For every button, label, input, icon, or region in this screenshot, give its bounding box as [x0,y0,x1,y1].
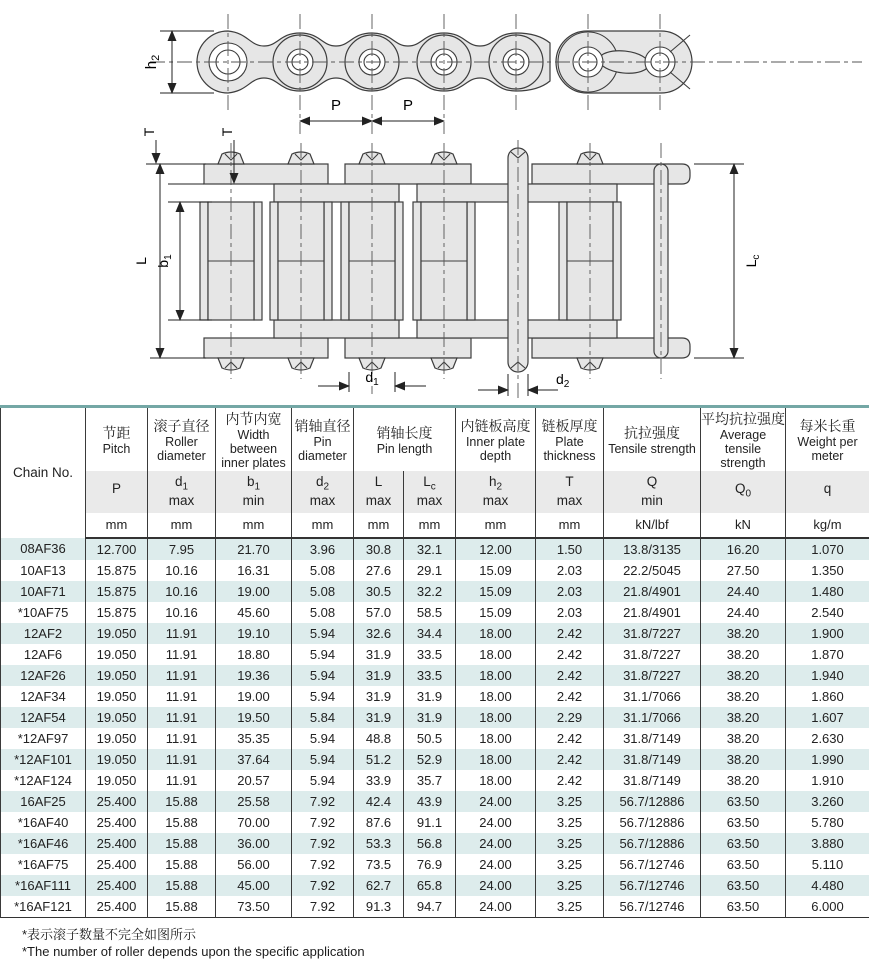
value-cell: 19.050 [86,728,148,749]
col-symbol: P [86,471,148,513]
value-cell: 18.00 [456,770,536,791]
value-cell: 1.940 [786,665,869,686]
chain-no-cell: 12AF54 [1,707,86,728]
value-cell: 3.25 [536,875,604,896]
value-cell: 38.20 [701,707,786,728]
col-symbol: $d_2$ max [292,471,354,513]
value-cell: 21.8/4901 [604,602,701,623]
value-cell: 21.8/4901 [604,581,701,602]
value-cell: 18.00 [456,623,536,644]
value-cell: 19.050 [86,665,148,686]
value-cell: 70.00 [216,812,292,833]
dim-label-pitch-left: P [331,97,341,114]
col-header: 销轴长度 Pin length [354,407,456,471]
value-cell: 38.20 [701,770,786,791]
chain-no-cell: 10AF71 [1,581,86,602]
value-cell: 1.870 [786,644,869,665]
table-row [1,707,869,728]
chain-no-cell: *16AF111 [1,875,86,896]
value-cell: 35.35 [216,728,292,749]
value-cell: 31.8/7149 [604,770,701,791]
value-cell: 31.9 [354,665,404,686]
col-symbol: $Q_0$ [701,471,786,513]
table-head [1,407,869,538]
col-symbol: Q min [604,471,701,513]
table-row [1,665,869,686]
value-cell: 13.8/3135 [604,538,701,560]
value-cell: 1.070 [786,538,869,560]
col-header: 滚子直径 Roller diameter [148,407,216,471]
dim-label-T-outer: T [141,127,157,136]
value-cell: 16.20 [701,538,786,560]
value-cell: 5.94 [292,686,354,707]
value-cell: 31.8/7227 [604,644,701,665]
value-cell: 7.92 [292,854,354,875]
value-cell: 11.91 [148,623,216,644]
col-unit: mm [536,513,604,538]
table-row [1,791,869,812]
value-cell: 11.91 [148,749,216,770]
value-cell: 24.00 [456,854,536,875]
chain-no-cell: *16AF121 [1,896,86,918]
value-cell: 2.42 [536,665,604,686]
chain-no-header: Chain No. [1,407,86,538]
value-cell: 18.00 [456,749,536,770]
value-cell: 4.480 [786,875,869,896]
value-cell: 48.8 [354,728,404,749]
chain-side-view-diagram [143,14,862,134]
value-cell: 30.8 [354,538,404,560]
chain-no-cell: 12AF34 [1,686,86,707]
value-cell: 31.9 [404,707,456,728]
value-cell: 7.92 [292,875,354,896]
value-cell: 18.00 [456,707,536,728]
chain-no-cell: 10AF13 [1,560,86,581]
value-cell: 19.50 [216,707,292,728]
value-cell: 25.58 [216,791,292,812]
value-cell: 73.5 [354,854,404,875]
col-symbol: q [786,471,869,513]
table-row [1,560,869,581]
value-cell: 63.50 [701,875,786,896]
value-cell: 1.480 [786,581,869,602]
value-cell: 1.50 [536,538,604,560]
value-cell: 1.900 [786,623,869,644]
chain-no-cell: 16AF25 [1,791,86,812]
col-header: 内节内宽 Width between inner plates [216,407,292,471]
col-header: 链板厚度 Plate thickness [536,407,604,471]
value-cell: 11.91 [148,665,216,686]
value-cell: 63.50 [701,896,786,918]
value-cell: 38.20 [701,749,786,770]
value-cell: 2.03 [536,560,604,581]
chain-drawings [0,0,869,398]
value-cell: 56.8 [404,833,456,854]
value-cell: 31.9 [354,707,404,728]
value-cell: 15.875 [86,602,148,623]
footnote-en: *The number of roller depends upon the specific application [22,943,869,960]
value-cell: 31.1/7066 [604,707,701,728]
dim-label-d1: $d_1$ [365,369,379,388]
value-cell: 94.7 [404,896,456,918]
value-cell: 16.31 [216,560,292,581]
col-unit: mm [404,513,456,538]
value-cell: 27.6 [354,560,404,581]
col-symbol: $h_2$ max [456,471,536,513]
value-cell: 53.3 [354,833,404,854]
value-cell: 32.6 [354,623,404,644]
value-cell: 2.29 [536,707,604,728]
value-cell: 24.00 [456,812,536,833]
value-cell: 1.350 [786,560,869,581]
value-cell: 45.00 [216,875,292,896]
value-cell: 2.630 [786,728,869,749]
chain-no-cell: 12AF26 [1,665,86,686]
value-cell: 51.2 [354,749,404,770]
col-unit: kg/m [786,513,869,538]
chain-no-cell: *12AF97 [1,728,86,749]
table-row [1,896,869,918]
value-cell: 7.95 [148,538,216,560]
value-cell: 15.88 [148,833,216,854]
value-cell: 19.36 [216,665,292,686]
value-cell: 45.60 [216,602,292,623]
table-row [1,854,869,875]
value-cell: 15.09 [456,560,536,581]
value-cell: 24.00 [456,875,536,896]
value-cell: 15.875 [86,581,148,602]
value-cell: 24.40 [701,581,786,602]
value-cell: 50.5 [404,728,456,749]
table-body [1,538,869,918]
value-cell: 5.94 [292,623,354,644]
value-cell: 10.16 [148,581,216,602]
value-cell: 5.780 [786,812,869,833]
value-cell: 11.91 [148,770,216,791]
value-cell: 25.400 [86,812,148,833]
value-cell: 63.50 [701,812,786,833]
value-cell: 63.50 [701,833,786,854]
dim-label-T-inner: T [219,127,235,136]
value-cell: 19.050 [86,770,148,791]
chain-no-cell: *10AF75 [1,602,86,623]
value-cell: 11.91 [148,686,216,707]
value-cell: 10.16 [148,602,216,623]
value-cell: 5.08 [292,560,354,581]
value-cell: 73.50 [216,896,292,918]
value-cell: 65.8 [404,875,456,896]
value-cell: 25.400 [86,791,148,812]
value-cell: 1.607 [786,707,869,728]
value-cell: 5.94 [292,665,354,686]
value-cell: 25.400 [86,896,148,918]
value-cell: 2.42 [536,770,604,791]
value-cell: 19.00 [216,686,292,707]
value-cell: 3.25 [536,833,604,854]
chain-plan-view-diagram [133,127,762,398]
value-cell: 1.990 [786,749,869,770]
value-cell: 2.03 [536,602,604,623]
value-cell: 1.860 [786,686,869,707]
value-cell: 10.16 [148,560,216,581]
value-cell: 33.5 [404,665,456,686]
value-cell: 2.42 [536,644,604,665]
col-symbol: $d_1$ max [148,471,216,513]
value-cell: 11.91 [148,644,216,665]
value-cell: 2.42 [536,728,604,749]
value-cell: 3.880 [786,833,869,854]
value-cell: 12.00 [456,538,536,560]
value-cell: 56.7/12886 [604,812,701,833]
value-cell: 15.88 [148,896,216,918]
chain-no-cell: 12AF6 [1,644,86,665]
value-cell: 33.9 [354,770,404,791]
value-cell: 58.5 [404,602,456,623]
value-cell: 76.9 [404,854,456,875]
value-cell: 7.92 [292,812,354,833]
col-unit: kN [701,513,786,538]
value-cell: 18.00 [456,644,536,665]
footnote-cn: *表示滚子数量不完全如图所示 [22,926,869,943]
col-header: 抗拉强度 Tensile strength [604,407,701,471]
value-cell: 5.84 [292,707,354,728]
chain-no-cell: 12AF2 [1,623,86,644]
value-cell: 3.96 [292,538,354,560]
table-row [1,602,869,623]
table-row [1,686,869,707]
value-cell: 29.1 [404,560,456,581]
chain-no-cell: *12AF101 [1,749,86,770]
value-cell: 15.09 [456,602,536,623]
value-cell: 31.9 [354,644,404,665]
value-cell: 18.00 [456,665,536,686]
value-cell: 27.50 [701,560,786,581]
value-cell: 2.42 [536,749,604,770]
col-symbol: L max [354,471,404,513]
value-cell: 31.8/7227 [604,665,701,686]
value-cell: 15.88 [148,791,216,812]
dim-label-L: L [133,257,149,265]
value-cell: 11.91 [148,728,216,749]
chain-no-cell: *16AF46 [1,833,86,854]
value-cell: 62.7 [354,875,404,896]
value-cell: 38.20 [701,623,786,644]
table-row [1,875,869,896]
value-cell: 24.00 [456,896,536,918]
value-cell: 15.88 [148,812,216,833]
table-row [1,749,869,770]
value-cell: 5.110 [786,854,869,875]
dim-label-d2: $d_2$ [556,371,570,390]
chain-no-cell: 08AF36 [1,538,86,560]
value-cell: 25.400 [86,854,148,875]
value-cell: 57.0 [354,602,404,623]
value-cell: 5.94 [292,728,354,749]
col-symbol: $L_c$ max [404,471,456,513]
value-cell: 34.4 [404,623,456,644]
value-cell: 15.88 [148,875,216,896]
chain-no-cell: *12AF124 [1,770,86,791]
value-cell: 19.050 [86,686,148,707]
col-unit: kN/lbf [604,513,701,538]
col-unit: mm [148,513,216,538]
col-header: 平均抗拉强度 Average tensile strength [701,407,786,471]
value-cell: 30.5 [354,581,404,602]
col-symbol: $b_1$ min [216,471,292,513]
rollers [200,202,621,320]
value-cell: 63.50 [701,854,786,875]
value-cell: 1.910 [786,770,869,791]
col-unit: mm [456,513,536,538]
value-cell: 2.540 [786,602,869,623]
col-header: 销轴直径 Pin diameter [292,407,354,471]
table-row [1,538,869,560]
value-cell: 31.9 [404,686,456,707]
col-symbol: T max [536,471,604,513]
value-cell: 20.57 [216,770,292,791]
table-row [1,770,869,791]
value-cell: 31.1/7066 [604,686,701,707]
value-cell: 5.94 [292,644,354,665]
value-cell: 38.20 [701,644,786,665]
chain-spec-table [0,405,869,918]
value-cell: 19.00 [216,581,292,602]
value-cell: 19.050 [86,623,148,644]
table-row [1,728,869,749]
value-cell: 56.7/12886 [604,791,701,812]
value-cell: 5.94 [292,749,354,770]
value-cell: 25.400 [86,875,148,896]
value-cell: 18.00 [456,728,536,749]
value-cell: 24.00 [456,833,536,854]
value-cell: 3.25 [536,791,604,812]
value-cell: 5.08 [292,602,354,623]
value-cell: 91.1 [404,812,456,833]
table-row [1,833,869,854]
value-cell: 56.7/12746 [604,875,701,896]
value-cell: 2.03 [536,581,604,602]
value-cell: 3.25 [536,812,604,833]
value-cell: 15.875 [86,560,148,581]
value-cell: 5.08 [292,581,354,602]
value-cell: 38.20 [701,686,786,707]
value-cell: 18.00 [456,686,536,707]
col-unit: mm [292,513,354,538]
col-unit: mm [86,513,148,538]
value-cell: 56.00 [216,854,292,875]
table-row [1,623,869,644]
table-row [1,812,869,833]
value-cell: 56.7/12746 [604,896,701,918]
value-cell: 18.80 [216,644,292,665]
chain-no-cell: *16AF75 [1,854,86,875]
value-cell: 3.260 [786,791,869,812]
col-header: 内链板高度 Inner plate depth [456,407,536,471]
value-cell: 12.700 [86,538,148,560]
value-cell: 19.050 [86,707,148,728]
value-cell: 31.8/7149 [604,749,701,770]
value-cell: 24.40 [701,602,786,623]
col-header: 节距 Pitch [86,407,148,471]
value-cell: 25.400 [86,833,148,854]
dim-label-Lc: $L_c$ [743,255,762,268]
value-cell: 31.8/7227 [604,623,701,644]
value-cell: 5.94 [292,770,354,791]
value-cell: 3.25 [536,854,604,875]
value-cell: 37.64 [216,749,292,770]
value-cell: 43.9 [404,791,456,812]
table-row [1,644,869,665]
value-cell: 19.050 [86,749,148,770]
value-cell: 38.20 [701,728,786,749]
dim-label-b1: $b_1$ [155,254,174,268]
value-cell: 63.50 [701,791,786,812]
value-cell: 52.9 [404,749,456,770]
value-cell: 32.1 [404,538,456,560]
dim-label-h2: $h_2$ [143,55,162,69]
value-cell: 32.2 [404,581,456,602]
value-cell: 2.42 [536,623,604,644]
value-cell: 19.10 [216,623,292,644]
value-cell: 31.8/7149 [604,728,701,749]
value-cell: 91.3 [354,896,404,918]
value-cell: 7.92 [292,896,354,918]
col-unit: mm [354,513,404,538]
value-cell: 11.91 [148,707,216,728]
value-cell: 87.6 [354,812,404,833]
value-cell: 15.09 [456,581,536,602]
value-cell: 33.5 [404,644,456,665]
value-cell: 42.4 [354,791,404,812]
value-cell: 36.00 [216,833,292,854]
value-cell: 3.25 [536,896,604,918]
footnotes [22,926,869,960]
value-cell: 38.20 [701,665,786,686]
value-cell: 6.000 [786,896,869,918]
value-cell: 56.7/12746 [604,854,701,875]
value-cell: 31.9 [354,686,404,707]
col-header: 每米长重 Weight per meter [786,407,869,471]
value-cell: 19.050 [86,644,148,665]
table-row [1,581,869,602]
chain-no-cell: *16AF40 [1,812,86,833]
value-cell: 2.42 [536,686,604,707]
value-cell: 7.92 [292,833,354,854]
value-cell: 22.2/5045 [604,560,701,581]
col-unit: mm [216,513,292,538]
value-cell: 7.92 [292,791,354,812]
value-cell: 15.88 [148,854,216,875]
value-cell: 21.70 [216,538,292,560]
value-cell: 35.7 [404,770,456,791]
dim-label-pitch-right: P [403,97,413,114]
value-cell: 24.00 [456,791,536,812]
value-cell: 56.7/12886 [604,833,701,854]
